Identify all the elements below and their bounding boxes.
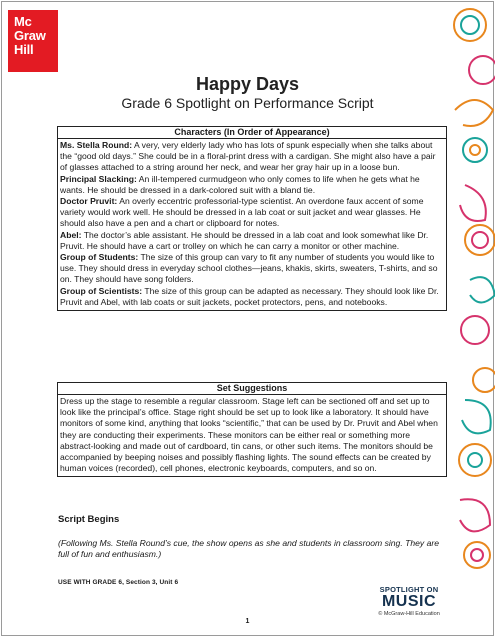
character-entry bbox=[60, 196, 444, 230]
script-subtitle: Grade 6 Spotlight on Performance Script bbox=[121, 95, 374, 111]
character-description: The doctor’s able assistant. He should be dressed in a lab coat and look somewhat like Dr. Pruvit. He should have a cart or trolley on which he can carry a monitor or other machine. bbox=[60, 229, 429, 251]
character-name: Doctor Pruvit: bbox=[60, 196, 118, 207]
character-name: Principal Slacking: bbox=[60, 173, 137, 184]
logo-line-1: Mc bbox=[14, 14, 32, 29]
page-number: 1 bbox=[245, 618, 250, 625]
character-description: A very, very elderly lady who has lots of spunk especially when she talks about the “good old days.” She could be in a floral-print dress with a cardigan. She might also have a pair of glasses attached to a string around her neck, and wear her gray hair up in a loose bun. bbox=[60, 140, 436, 173]
logo-line-3: Hill bbox=[14, 42, 34, 57]
character-name: Ms. Stella Round: bbox=[60, 140, 133, 150]
character-entry bbox=[60, 252, 444, 286]
character-entry bbox=[60, 174, 444, 196]
logo-line-2: Graw bbox=[14, 28, 46, 43]
brand-top-text: SPOTLIGHT ON bbox=[379, 585, 439, 594]
character-name: Abel: bbox=[60, 229, 82, 240]
mcgraw-hill-logo bbox=[8, 10, 58, 72]
script-begins-heading: Script Begins bbox=[58, 514, 120, 525]
set-suggestions-heading: Set Suggestions bbox=[58, 383, 446, 395]
set-suggestions-box bbox=[57, 382, 447, 477]
copyright-text: © McGraw-Hill Education bbox=[378, 611, 440, 617]
character-entry bbox=[60, 286, 444, 308]
character-description: The size of this group can vary to fit any number of students you would like to use. They should dress in everyday school clothes—jeans, khakis, skirts, sweaters, T-shirts, and so on. They should have song folders. bbox=[60, 252, 438, 285]
character-description: An overly eccentric professorial-type scientist. An overdone faux accent of some variety would work well. He should be dressed in a lab coat or suit jacket and wear glasses. He should also have a pen and a chart or clipboard for notes. bbox=[60, 196, 424, 229]
characters-box bbox=[57, 126, 447, 311]
character-description: The size of this group can be adapted as necessary. They should look like Dr. Pruvit and Abel, with lab coats or suit jackets, pocket protectors, pens, and notebooks. bbox=[60, 285, 439, 307]
characters-list bbox=[58, 139, 446, 310]
spotlight-on-music-logo bbox=[370, 585, 448, 617]
script-title: Happy Days bbox=[195, 74, 300, 94]
set-suggestions-text: Dress up the stage to resemble a regular classroom. Stage left can be sectioned off and set up to look like the principal’s office. Stage right should be set up to look like a laboratory. It should have monitors of some kind, anything that looks “scientific,” that can be used by Dr. Pruvit and Abel when they are conducting their experiments. These monitors can be either real or something more abstract-looking and made out of cardboard, tin cans, or other such items. The monitors should be accompanied by beeping noises and possibly flashing lights. The sound effects can be created by human voices (recorded), cell phones, electronic keyboards, computers, and so on. bbox=[60, 396, 438, 474]
character-name: Group of Scientists: bbox=[60, 285, 143, 296]
use-with-note: USE WITH GRADE 6, Section 3, Unit 6 bbox=[58, 579, 179, 586]
brand-main-text: MUSIC bbox=[381, 593, 437, 610]
character-entry bbox=[60, 140, 444, 174]
characters-heading: Characters (In Order of Appearance) bbox=[58, 127, 446, 139]
character-description: An ill-tempered curmudgeon who only comes to life when he gets what he wants. He should be dressed in a dark-colored suit with a bland tie. bbox=[60, 173, 420, 195]
character-entry bbox=[60, 230, 444, 252]
stage-direction: (Following Ms. Stella Round’s cue, the show opens as she and students in classroom sing. They are full of fun and enthusiasm.) bbox=[58, 538, 440, 560]
character-name: Group of Students: bbox=[60, 252, 139, 263]
